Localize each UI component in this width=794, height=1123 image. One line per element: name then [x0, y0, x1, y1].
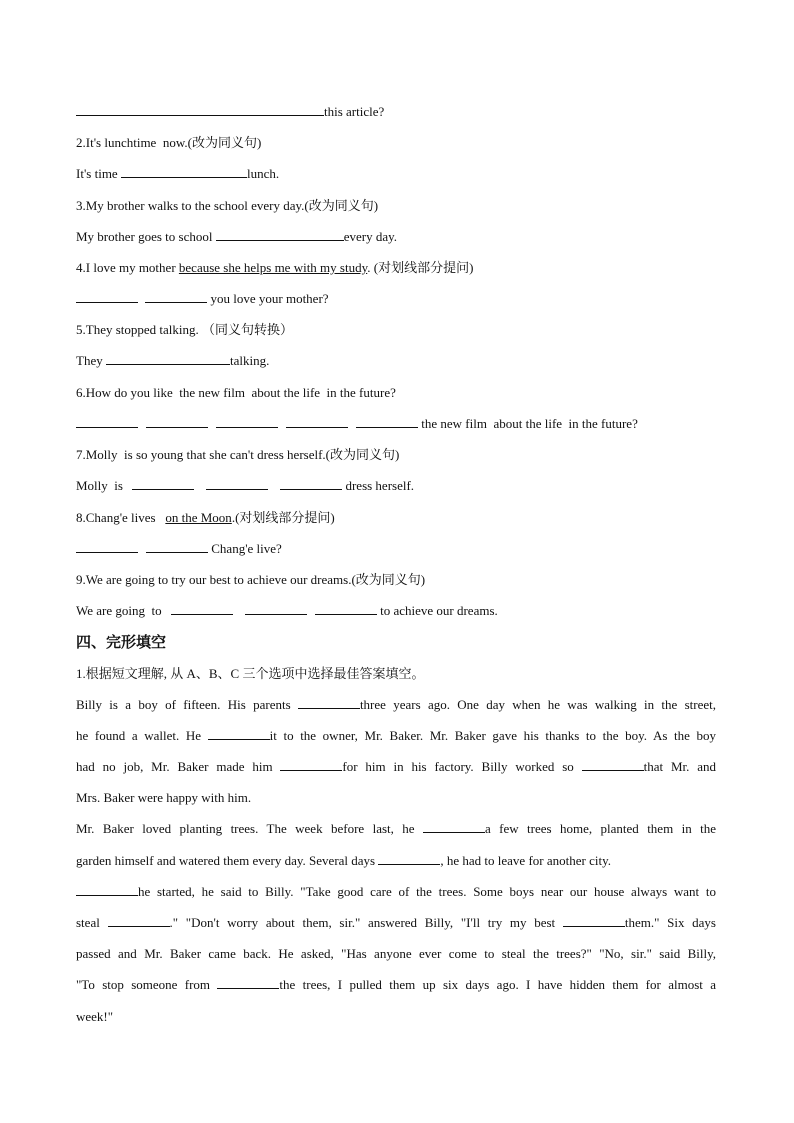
cloze-line-1 [76, 696, 716, 714]
cloze-line-7 [76, 883, 716, 901]
answer-blank[interactable] [171, 602, 233, 615]
cloze-line-5 [76, 820, 716, 838]
answer-blank[interactable] [315, 602, 377, 615]
q4-prompt-end: . (对划线部分提问) [367, 260, 474, 275]
cloze-line-10 [76, 976, 716, 994]
cloze-text: had no job, Mr. Baker made him [76, 759, 281, 774]
q2-answer-prefix: It's time [76, 166, 121, 181]
answer-blank[interactable] [76, 540, 138, 553]
cloze-line-6 [76, 852, 611, 870]
q4-prompt [76, 259, 473, 277]
answer-blank[interactable] [563, 914, 625, 927]
q3-prompt: 3.My brother walks to the school every day.(改为同义句) [76, 198, 379, 213]
answer-blank[interactable] [423, 820, 485, 833]
cloze-text: "To stop someone from [76, 977, 218, 992]
cloze-text: , he had to leave for another city. [440, 853, 611, 868]
q4-underlined-phrase: because she helps me with my study [178, 260, 368, 275]
q4-answer-suffix: you love your mother? [207, 291, 329, 306]
q8-answer-line [76, 540, 282, 558]
answer-blank[interactable] [132, 477, 194, 490]
answer-blank[interactable] [298, 696, 360, 709]
q4-answer-line [76, 290, 329, 308]
q5-answer-prefix: They [76, 353, 106, 368]
q7-answer-line [76, 477, 414, 495]
cloze-line-3 [76, 758, 716, 776]
q8-prompt [76, 509, 335, 527]
answer-blank[interactable] [108, 914, 170, 927]
cloze-text: a few trees home, planted them in the [484, 821, 716, 836]
answer-blank[interactable] [206, 477, 268, 490]
cloze-text: Billy is a boy of fifteen. His parents [76, 697, 298, 712]
cloze-instruction: 1.根据短文理解, 从 A、B、C 三个选项中选择最佳答案填空。 [76, 666, 425, 681]
cloze-text: it to the owner, Mr. Baker. Mr. Baker gave his thanks to the boy. As the boy [269, 728, 716, 743]
cloze-text: the trees, I pulled them up six days ago. I have hidden them for almost a [279, 977, 716, 992]
answer-blank[interactable] [76, 103, 324, 116]
answer-blank[interactable] [216, 228, 344, 241]
answer-blank[interactable] [280, 758, 342, 771]
answer-blank[interactable] [76, 415, 138, 428]
q8-answer-suffix: Chang'e live? [208, 541, 282, 556]
q5-prompt: 5.They stopped talking. （同义句转换） [76, 322, 294, 337]
cloze-line-9: passed and Mr. Baker came back. He asked, "Has anyone ever come to steal the trees?" "No, sir." said Billy, [76, 946, 716, 961]
answer-blank[interactable] [145, 290, 207, 303]
answer-blank[interactable] [146, 540, 208, 553]
answer-blank[interactable] [245, 602, 307, 615]
q7-answer-suffix: dress herself. [342, 478, 415, 493]
answer-blank[interactable] [208, 727, 270, 740]
q2-answer-suffix: lunch. [246, 166, 280, 181]
q2-prompt: 2.It's lunchtime now.(改为同义句) [76, 135, 262, 150]
q8-prompt-start: 8.Chang'e lives [76, 510, 166, 525]
q9-prompt: 9.We are going to try our best to achieve our dreams.(改为同义句) [76, 572, 426, 587]
cloze-text: that Mr. and [643, 759, 717, 774]
cloze-text: garden himself and watered them every day. Several days [76, 853, 379, 868]
section-heading: 四、完形填空 [76, 633, 167, 651]
q1-tail-text: this article? [324, 104, 385, 119]
answer-blank[interactable] [121, 165, 247, 178]
cloze-text: for him in his factory. Billy worked so [342, 759, 582, 774]
q3-answer-suffix: every day. [343, 229, 398, 244]
cloze-text: Mr. Baker loved planting trees. The week before last, he [76, 821, 423, 836]
answer-blank[interactable] [582, 758, 644, 771]
answer-blank[interactable] [146, 415, 208, 428]
answer-blank[interactable] [217, 976, 279, 989]
cloze-line-11: week!" [76, 1009, 114, 1024]
q4-prompt-start: 4.I love my mother [76, 260, 179, 275]
q6-prompt: 6.How do you like the new film about the life in the future? [76, 385, 396, 400]
answer-blank[interactable] [356, 415, 418, 428]
answer-blank[interactable] [76, 883, 138, 896]
cloze-line-2 [76, 727, 716, 745]
q5-answer-line [76, 352, 269, 370]
cloze-text: ." "Don't worry about them, sir." answered Billy, "I'll try my best [169, 915, 563, 930]
cloze-text: he started, he said to Billy. "Take good care of the trees. Some boys near our house always want to [138, 884, 716, 899]
q3-answer-line [76, 228, 397, 246]
answer-blank[interactable] [280, 477, 342, 490]
cloze-line-8 [76, 914, 716, 932]
q8-prompt-end: .(对划线部分提问) [231, 510, 335, 525]
q5-answer-suffix: talking. [229, 353, 270, 368]
cloze-text: he found a wallet. He [76, 728, 208, 743]
answer-blank[interactable] [286, 415, 348, 428]
q3-answer-prefix: My brother goes to school [76, 229, 216, 244]
q6-answer-suffix: the new film about the life in the future? [418, 416, 638, 431]
answer-blank[interactable] [378, 852, 440, 865]
answer-blank[interactable] [106, 352, 230, 365]
cloze-line-4: Mrs. Baker were happy with him. [76, 790, 252, 805]
q7-prompt: 7.Molly is so young that she can't dress herself.(改为同义句) [76, 447, 400, 462]
q6-answer-line [76, 415, 638, 433]
q9-answer-line [76, 602, 498, 620]
cloze-text: three years ago. One day when he was walking in the street, [359, 697, 716, 712]
cloze-text: steal [76, 915, 108, 930]
q9-answer-prefix: We are going to [76, 603, 165, 618]
cloze-text: them." Six days [624, 915, 716, 930]
q8-underlined-phrase: on the Moon [165, 510, 232, 525]
answer-blank[interactable] [216, 415, 278, 428]
q9-answer-suffix: to achieve our dreams. [376, 603, 498, 618]
answer-blank[interactable] [76, 290, 138, 303]
q1-answer-line [76, 103, 384, 121]
q7-answer-prefix: Molly is [76, 478, 127, 493]
q2-answer-line [76, 165, 279, 183]
